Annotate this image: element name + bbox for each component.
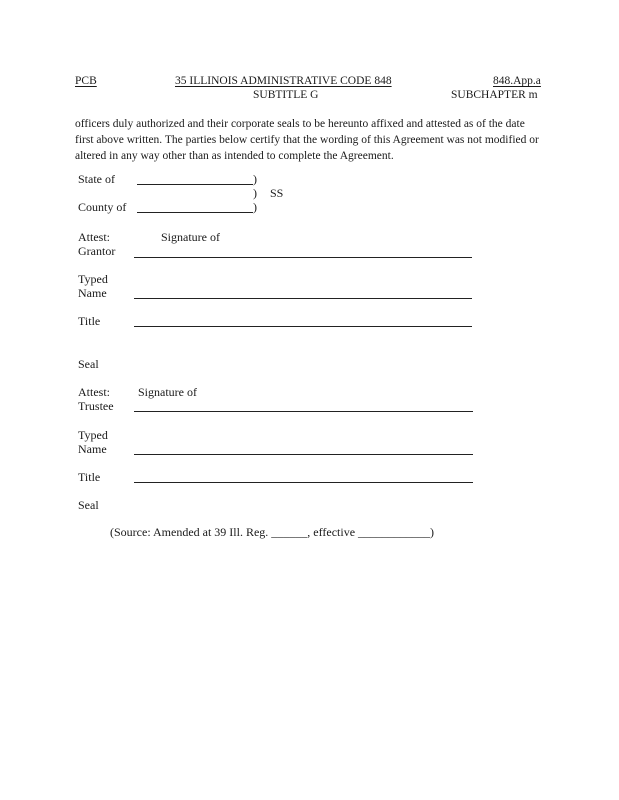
header-subchapter: SUBCHAPTER m <box>451 89 538 101</box>
trustee-party-label: Trustee <box>78 399 114 413</box>
grantor-signature-line[interactable] <box>134 257 472 258</box>
venue-paren-bottom: ) <box>253 200 257 214</box>
trustee-attest-label: Attest: <box>78 385 110 399</box>
grantor-name-label: Name <box>78 286 107 300</box>
trustee-seal-label: Seal <box>78 498 99 512</box>
grantor-typed-name-line[interactable] <box>134 298 472 299</box>
grantor-attest-label: Attest: <box>78 230 110 244</box>
trustee-signature-label: Signature of <box>138 385 197 399</box>
trustee-name-label: Name <box>78 442 107 456</box>
venue-paren-mid: ) <box>253 186 257 200</box>
header-subtitle: SUBTITLE G <box>253 89 319 101</box>
header-code-title: 35 ILLINOIS ADMINISTRATIVE CODE 848 <box>175 75 392 87</box>
grantor-seal-label: Seal <box>78 357 99 371</box>
grantor-title-label: Title <box>78 314 101 328</box>
intro-paragraph: officers duly authorized and their corporate seals to be hereunto affixed and attested as of the date first above written. The parties below certify that the wording of this Agreement was not modified or altered in any way other than as intended to complete the Agreement. <box>75 118 539 162</box>
header-left: PCB <box>75 75 97 87</box>
state-of-label: State of <box>78 172 115 186</box>
county-of-line[interactable] <box>137 212 253 213</box>
venue-paren-top: ) <box>253 172 257 186</box>
grantor-party-label: Grantor <box>78 244 116 258</box>
trustee-typed-name-line[interactable] <box>134 454 473 455</box>
ss-label: SS <box>270 186 284 200</box>
header-section: 848.App.a <box>493 75 541 87</box>
trustee-title-label: Title <box>78 470 101 484</box>
trustee-signature-line[interactable] <box>134 411 473 412</box>
county-of-label: County of <box>78 200 127 214</box>
source-note: (Source: Amended at 39 Ill. Reg. ______, effective ____________) <box>110 525 435 539</box>
trustee-typed-label: Typed <box>78 428 108 442</box>
grantor-title-line[interactable] <box>134 326 472 327</box>
grantor-typed-label: Typed <box>78 272 108 286</box>
state-of-line[interactable] <box>137 184 253 185</box>
trustee-title-line[interactable] <box>134 482 473 483</box>
grantor-signature-label: Signature of <box>161 230 220 244</box>
